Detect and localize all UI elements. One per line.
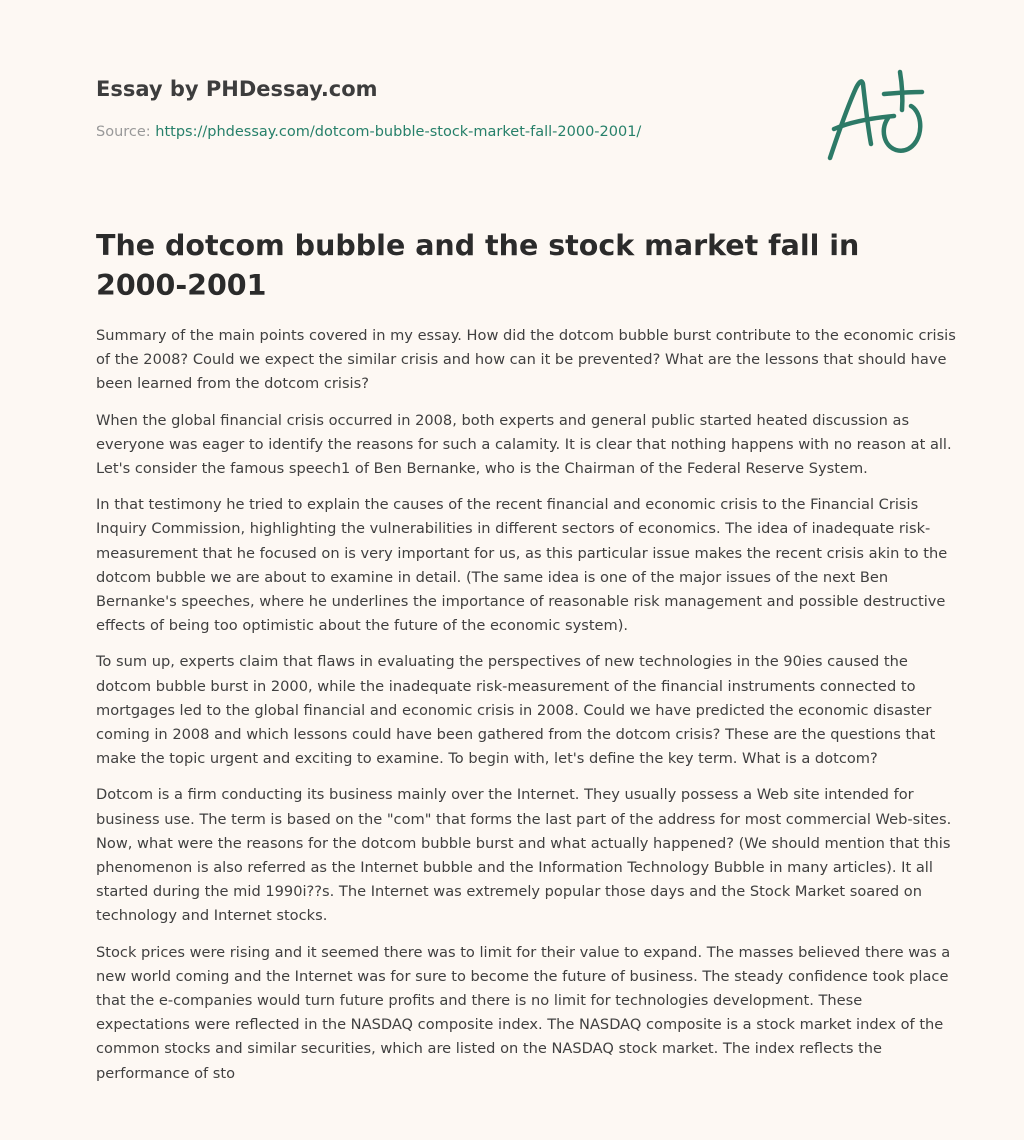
source-line xyxy=(96,122,796,142)
essay-paragraph: In that testimony he tried to explain the causes of the recent financial and economic crisis to the Financial Crisis Inquiry Commission, highlighting the vulnerabilities in different sectors of economics. The idea of inadequate risk-measurement that he focused on is very important for us, as this particular issue makes the recent crisis akin to the dotcom bubble we are about to examine in detail. (The same idea is one of the major issues of the next Ben Bernanke's speeches, where he underlines the importance of reasonable risk management and possible destructive effects of being too optimistic about the future of the economic system). xyxy=(96,496,948,635)
essay-paragraph: To sum up, experts claim that flaws in evaluating the perspectives of new technologies in the 90ies caused the dotcom bubble burst in 2000, while the inadequate risk-measurement of the financial instruments connected to mortgages led to the global financial and economic crisis in 2008. Could we have predicted the economic disaster coming in 2008 and which lessons could have been gathered from the dotcom crisis? These are the questions that make the topic urgent and exciting to examine. To begin with, let's define the key term. What is a dotcom? xyxy=(96,653,936,768)
source-label: Source: xyxy=(96,124,156,140)
site-title: Essay by PHDessay.com xyxy=(96,77,378,101)
source-link[interactable]: https://phdessay.com/dotcom-bubble-stock-market-fall-2000-2001/ xyxy=(155,124,642,140)
essay-paragraph: Summary of the main points covered in my essay. How did the dotcom bubble burst contribute to the economic crisis of the 2008? Could we expect the similar crisis and how can it be prevented? What are the lessons that should have been learned from the dotcom crisis? xyxy=(96,327,956,393)
a-plus-logo-svg xyxy=(818,66,928,166)
essay-paragraph: When the global financial crisis occurred in 2008, both experts and general public started heated discussion as everyone was eager to identify the reasons for such a calamity. It is clear that nothing happens with no reason at all. Let's consider the famous speech1 of Ben Bernanke, who is the Chairman of the Federal Reserve System. xyxy=(96,411,952,478)
page-header xyxy=(96,74,796,142)
essay-body xyxy=(96,324,958,1098)
essay-paragraph: Stock prices were rising and it seemed there was to limit for their value to expand. The masses believed there was a new world coming and the Internet was for sure to become the future of business. The steady confidence took place that the e-companies would turn future profits and there is no limit for technologies development. These expectations were reflected in the NASDAQ composite index. The NASDAQ composite is a stock market index of the common stocks and similar securities, which are listed on the NASDAQ stock market. The index reflects the performance of sto xyxy=(96,943,951,1082)
essay-paragraph: Dotcom is a firm conducting its business mainly over the Internet. They usually possess a Web site intended for business use. The term is based on the "com" that forms the last part of the address for most commercial Web-sites. Now, what were the reasons for the dotcom bubble burst and what actually happened? (We should mention that this phenomenon is also referred as the Internet bubble and the Information Technology Bubble in many articles). It all started during the mid 1990i??s. The Internet was extremely popular those days and the Stock Market soared on technology and Internet stocks. xyxy=(96,786,952,925)
a-plus-logo-icon xyxy=(818,66,928,166)
essay-title: The dotcom bubble and the stock market fall in 2000-2001 xyxy=(96,229,860,302)
